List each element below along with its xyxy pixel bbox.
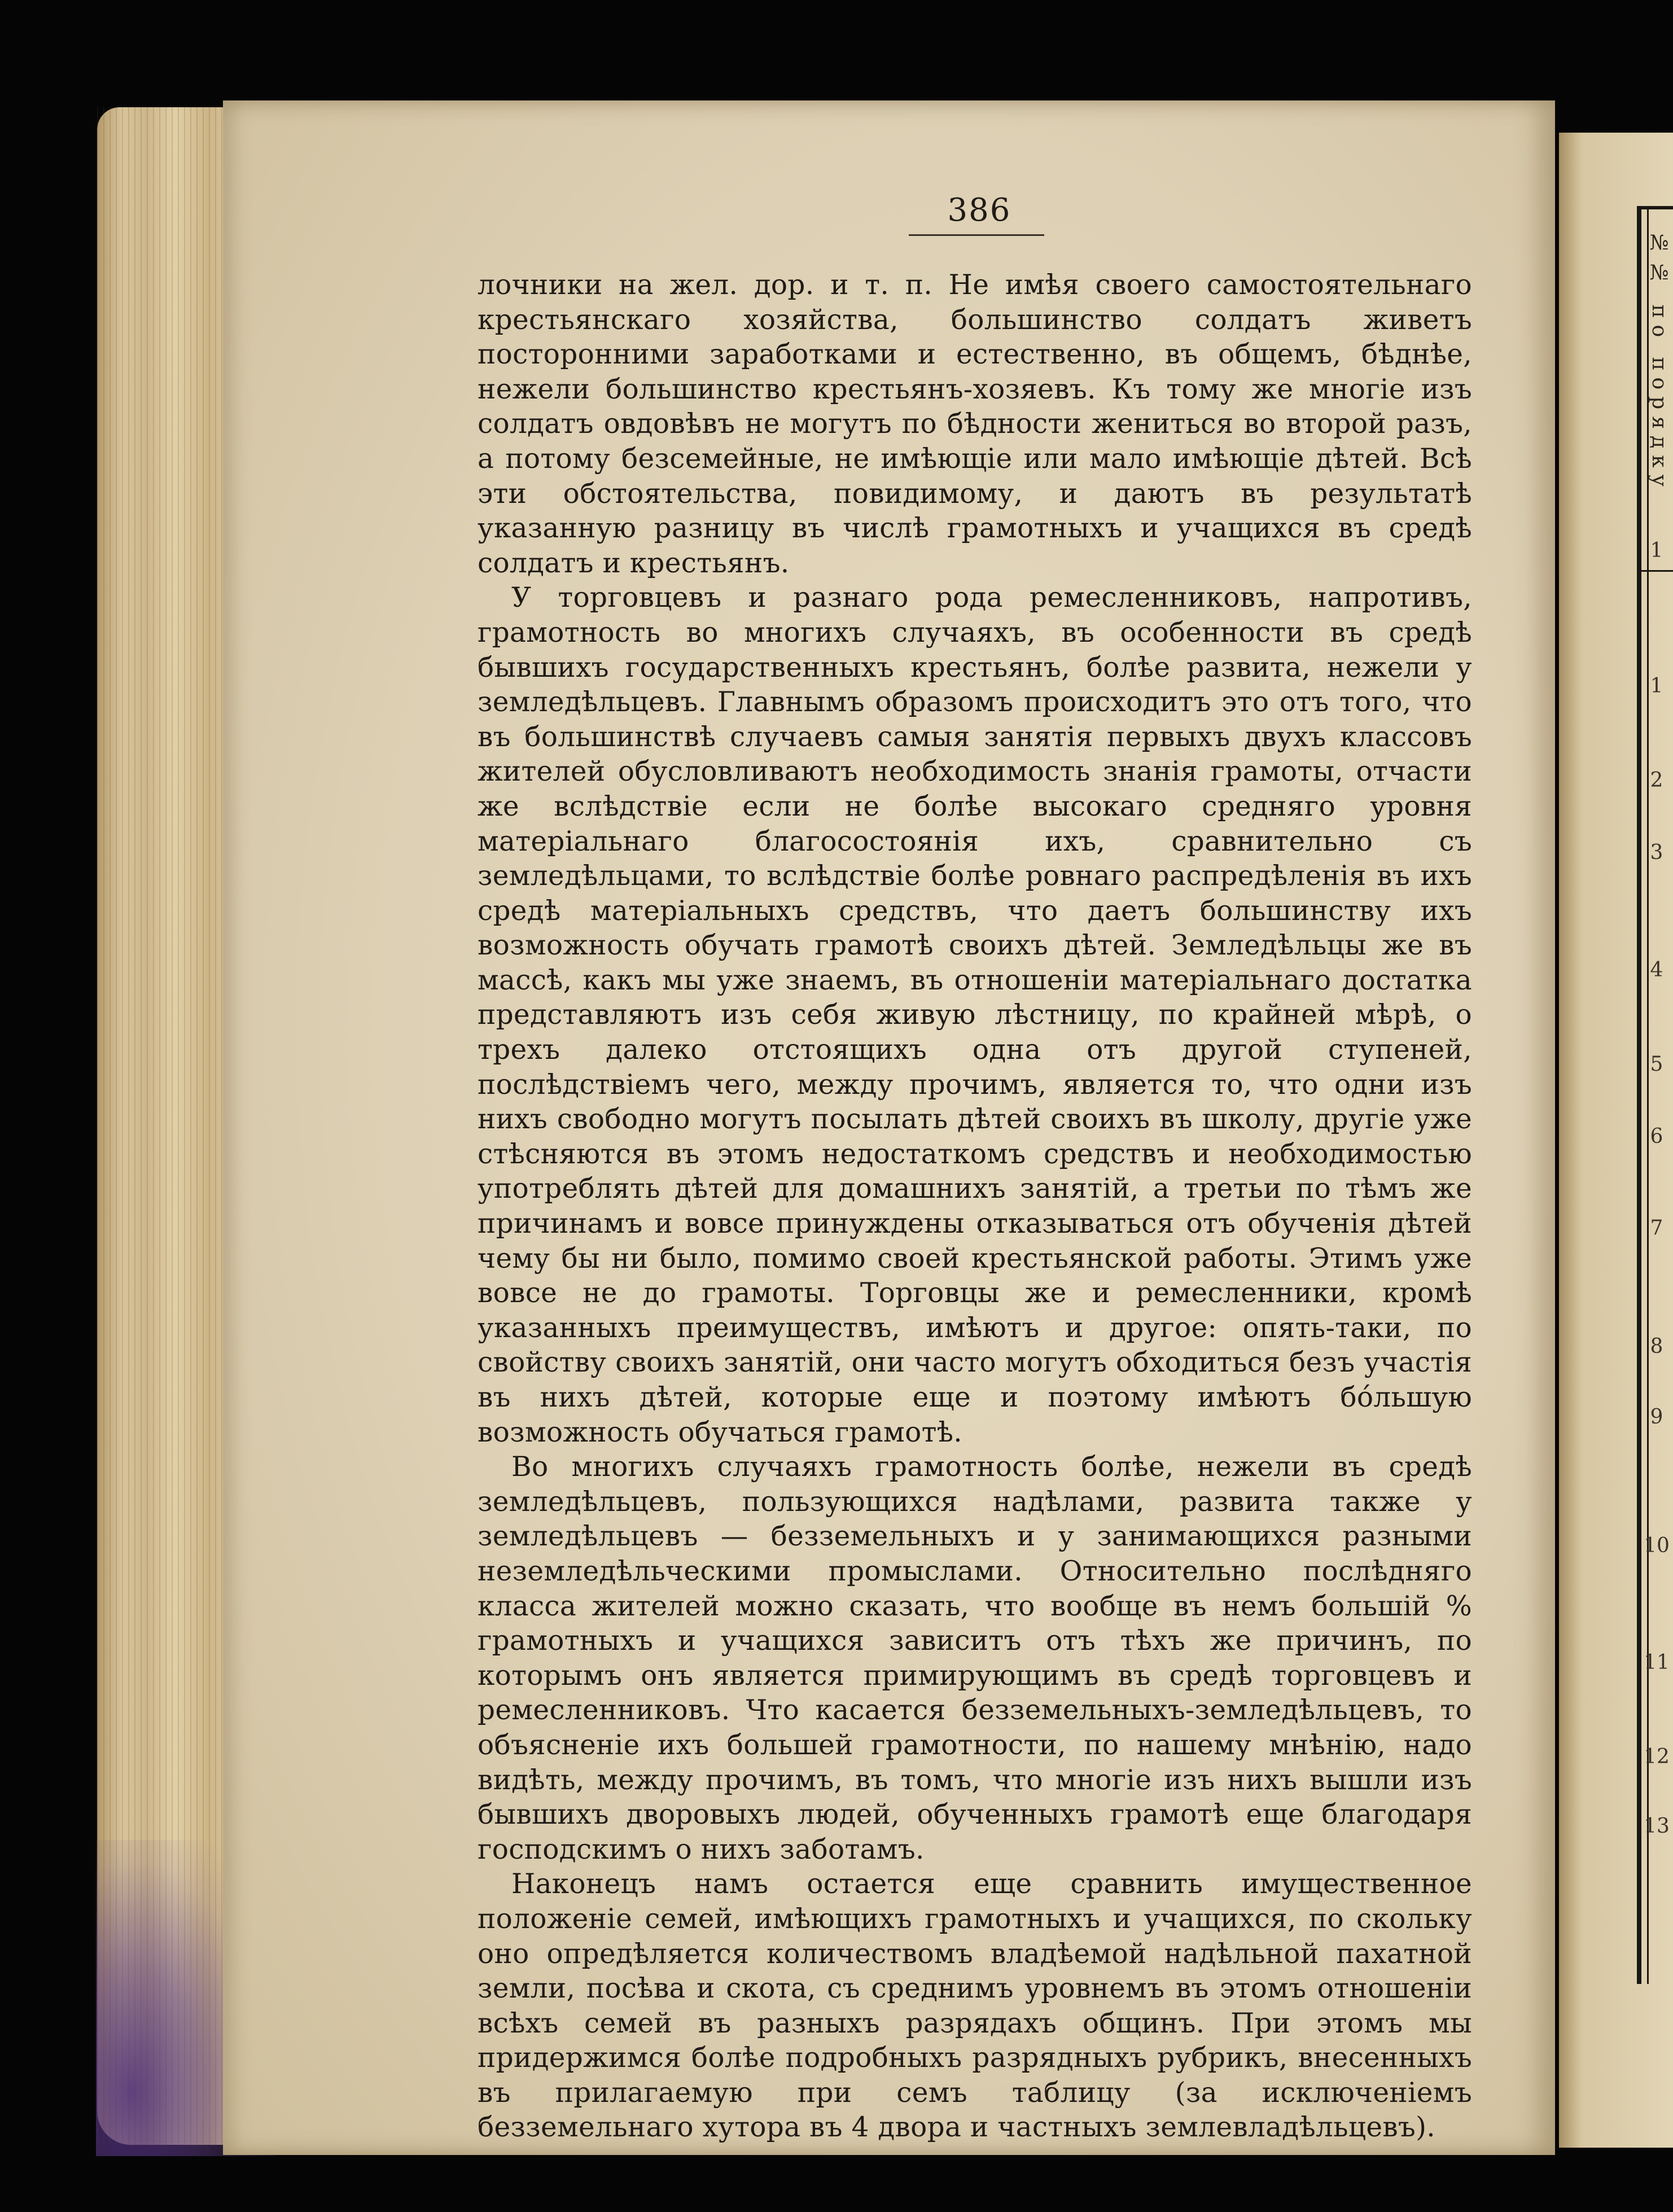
adjacent-row-number: 6 — [1650, 1125, 1663, 1148]
adjacent-row-number: 7 — [1650, 1216, 1663, 1239]
adjacent-row-number: 11 — [1644, 1651, 1670, 1674]
book-page-edges — [97, 107, 238, 2145]
adjacent-row-number: 2 — [1650, 769, 1663, 792]
adjacent-row-number: 13 — [1644, 1815, 1670, 1838]
page-number-underline — [909, 234, 1044, 236]
paragraph: У торговцевъ и разнаго рода ремесленниковъ, напротивъ, грамотность во многихъ случаяхъ, въ особенности въ средѣ бывшихъ государственныхъ крестьянъ, болѣе развита, нежели у земледѣльцевъ. Главнымъ образомъ происходитъ это отъ того, что въ большинствѣ случаевъ самыя занятія первыхъ двухъ классовъ жителей обусловливаютъ необходимость знанія грамоты, отчасти же вслѣдствіе если не болѣе высокаго средняго уровня матеріальнаго благосостоянія ихъ, сравнительно съ земледѣльцами, то вслѣдствіе болѣе ровнаго распредѣленія въ ихъ средѣ матеріальныхъ средствъ, что даетъ большинству ихъ возможность обучать грамотѣ своихъ дѣтей. Земледѣльцы же въ массѣ, какъ мы уже знаемъ, въ отношеніи матеріальнаго достатка представляютъ изъ себя живую лѣстницу, по крайней мѣрѣ, о трехъ далеко отстоящихъ одна отъ другой ступеней, послѣдствіемъ чего, между прочимъ, является то, что одни изъ нихъ свободно могутъ посылать дѣтей своихъ въ школу, другіе уже стѣсняются въ этомъ недостаткомъ средствъ и необходимостью употреблять дѣтей для домашнихъ занятій, а третьи по тѣмъ же причинамъ и вовсе принуждены отказываться отъ обученія дѣтей чему бы ни было, помимо своей крестьянской работы. Этимъ уже вовсе не до грамоты. Торговцы же и ремесленники, кромѣ указанныхъ преимуществъ, имѣютъ и другое: опять-таки, по свойству своихъ занятій, они часто могутъ обходиться безъ участія въ нихъ дѣтей, которые еще и поэтому имѣютъ бóльшую возможность обучаться грамотѣ. — [478, 582, 1472, 1448]
adjacent-row-number: 9 — [1650, 1405, 1663, 1429]
adjacent-table-top-rule — [1637, 206, 1673, 209]
adjacent-table-header-rule — [1637, 570, 1673, 572]
adjacent-row-number: 1 — [1650, 539, 1663, 562]
adjacent-row-number: 4 — [1650, 958, 1663, 982]
adjacent-row-number: 1 — [1650, 674, 1663, 698]
adjacent-row-number: 10 — [1644, 1534, 1670, 1557]
adjacent-row-number: 12 — [1644, 1745, 1670, 1768]
adjacent-table-border — [1637, 206, 1641, 1984]
adjacent-row-number: 8 — [1650, 1335, 1663, 1358]
page-number: 386 — [947, 192, 1011, 229]
paragraph: Наконецъ намъ остается еще сравнить имущественное положеніе семей, имѣющихъ грамотныхъ и учащихся, по скольку оно опредѣляется количествомъ владѣемой надѣльной пахатной земли, посѣва и скота, съ среднимъ уровнемъ въ этомъ отношеніи всѣхъ семей въ разныхъ разрядахъ общинъ. При этомъ мы придержимся болѣе подробныхъ разрядныхъ рубрикъ, внесенныхъ въ прилагаемую при семъ таблицу (за исключеніемъ безземельнаго хутора въ 4 двора и частныхъ землевладѣльцевъ). — [478, 1868, 1472, 2144]
paragraph: лочники на жел. дор. и т. п. Не имѣя своего самостоятельнаго крестьянскаго хозяйства, большинство солдатъ живетъ посторонними заработками и естественно, въ общемъ, бѣднѣе, нежели большинство крестьянъ-хозяевъ. Къ тому же многіе изъ солдатъ овдовѣвъ не могутъ по бѣдности жениться во второй разъ, а потому безсемейные, не имѣющіе или мало имѣющіе дѣтей. Всѣ эти обстоятельства, повидимому, и даютъ въ результатѣ указанную разницу въ числѣ грамотныхъ и учащихся въ средѣ солдатъ и крестьянъ. — [478, 269, 1472, 579]
adjacent-row-number: 3 — [1650, 841, 1663, 864]
body-text — [478, 268, 1472, 2145]
paragraph: Во многихъ случаяхъ грамотность болѣе, нежели въ средѣ земледѣльцевъ, пользующихся надѣлами, развита также у земледѣльцевъ — безземельныхъ и у занимающихся разными неземледѣльческими промыслами. Относительно послѣдняго класса жителей можно сказать, что вообще въ немъ большій % грамотныхъ и учащихся зависитъ отъ тѣхъ же причинъ, по которымъ онъ является примирующимъ въ средѣ торговцевъ и ремесленниковъ. Что касается безземельныхъ-земледѣльцевъ, то объясненіе ихъ большей грамотности, по нашему мнѣнію, надо видѣть, между прочимъ, въ томъ, что многіе изъ нихъ вышли изъ бывшихъ дворовыхъ людей, обученныхъ грамотѣ еще благодаря господскимъ о нихъ заботамъ. — [478, 1451, 1472, 1865]
adjacent-row-number: 5 — [1650, 1053, 1663, 1076]
adjacent-column-header: №№ по порядку — [1648, 231, 1671, 493]
